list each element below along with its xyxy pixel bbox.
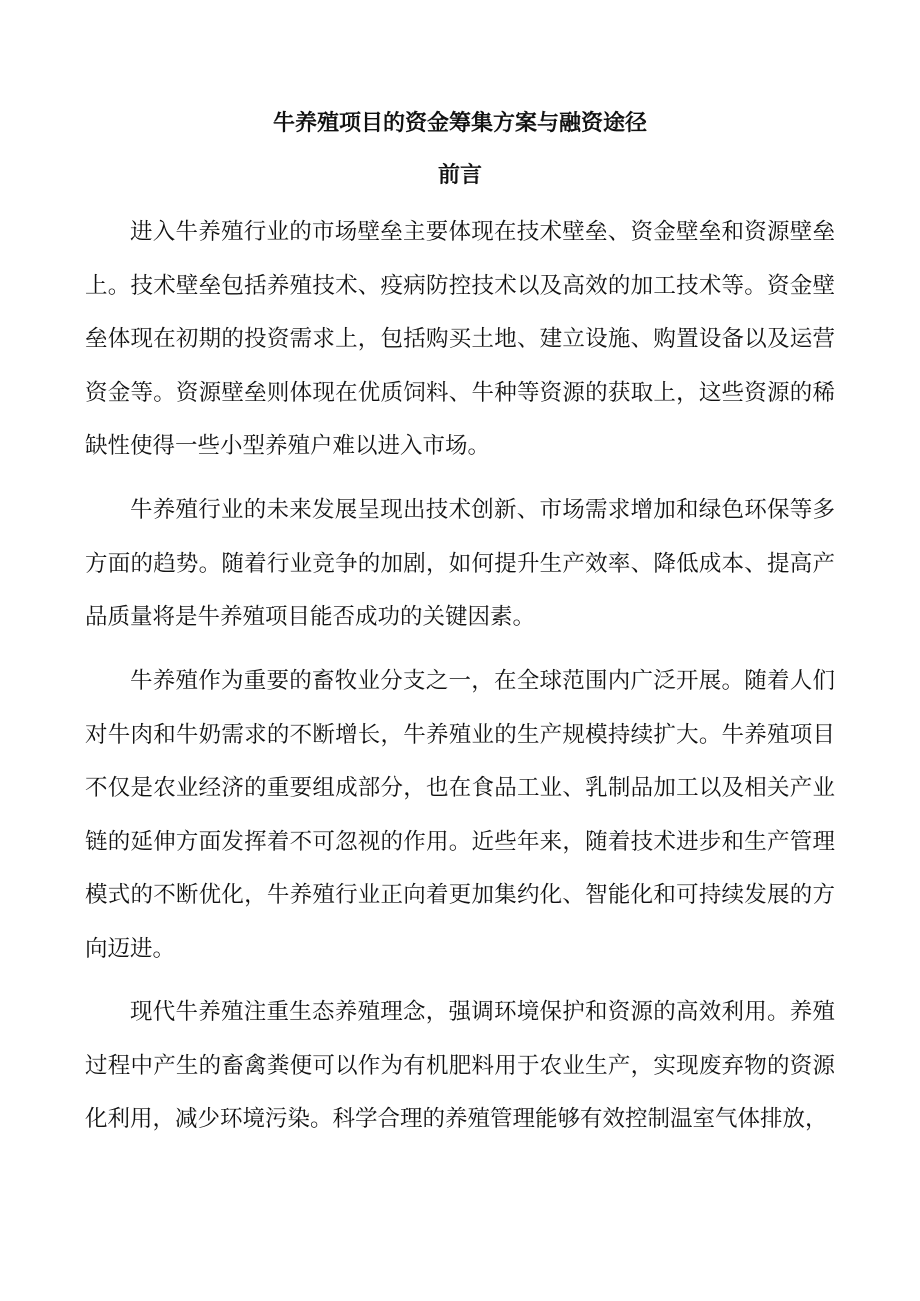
- paragraph-3: 牛养殖作为重要的畜牧业分支之一，在全球范围内广泛开展。随着人们对牛肉和牛奶需求的不断增长，牛养殖业的生产规模持续扩大。牛养殖项目不仅是农业经济的重要组成部分，也在食品工业、乳制品加工以及相关产业链的延伸方面发挥着不可忽视的作用。近些年来，随着技术进步和生产管理模式的不断优化，牛养殖行业正向着更加集约化、智能化和可持续发展的方向迈进。: [85, 668, 835, 962]
- paragraph-2: 牛养殖行业的未来发展呈现出技术创新、市场需求增加和绿色环保等多方面的趋势。随着行业竞争的加剧，如何提升生产效率、降低成本、提高产品质量将是牛养殖项目能否成功的关键因素。: [85, 497, 835, 630]
- paragraph-4: 现代牛养殖注重生态养殖理念，强调环境保护和资源的高效利用。养殖过程中产生的畜禽粪便可以作为有机肥料用于农业生产，实现废弃物的资源化利用，减少环境污染。科学合理的养殖管理能够有效控制温室气体排放，: [85, 999, 835, 1132]
- document-title: 牛养殖项目的资金筹集方案与融资途径: [272, 110, 647, 136]
- section-heading: 前言: [437, 162, 482, 188]
- paragraph-1: 进入牛养殖行业的市场壁垒主要体现在技术壁垒、资金壁垒和资源壁垒上。技术壁垒包括养殖技术、疫病防控技术以及高效的加工技术等。资金壁垒体现在初期的投资需求上，包括购买土地、建立设施、购置设备以及运营资金等。资源壁垒则体现在优质饲料、牛种等资源的获取上，这些资源的稀缺性使得一些小型养殖户难以进入市场。: [85, 219, 835, 459]
